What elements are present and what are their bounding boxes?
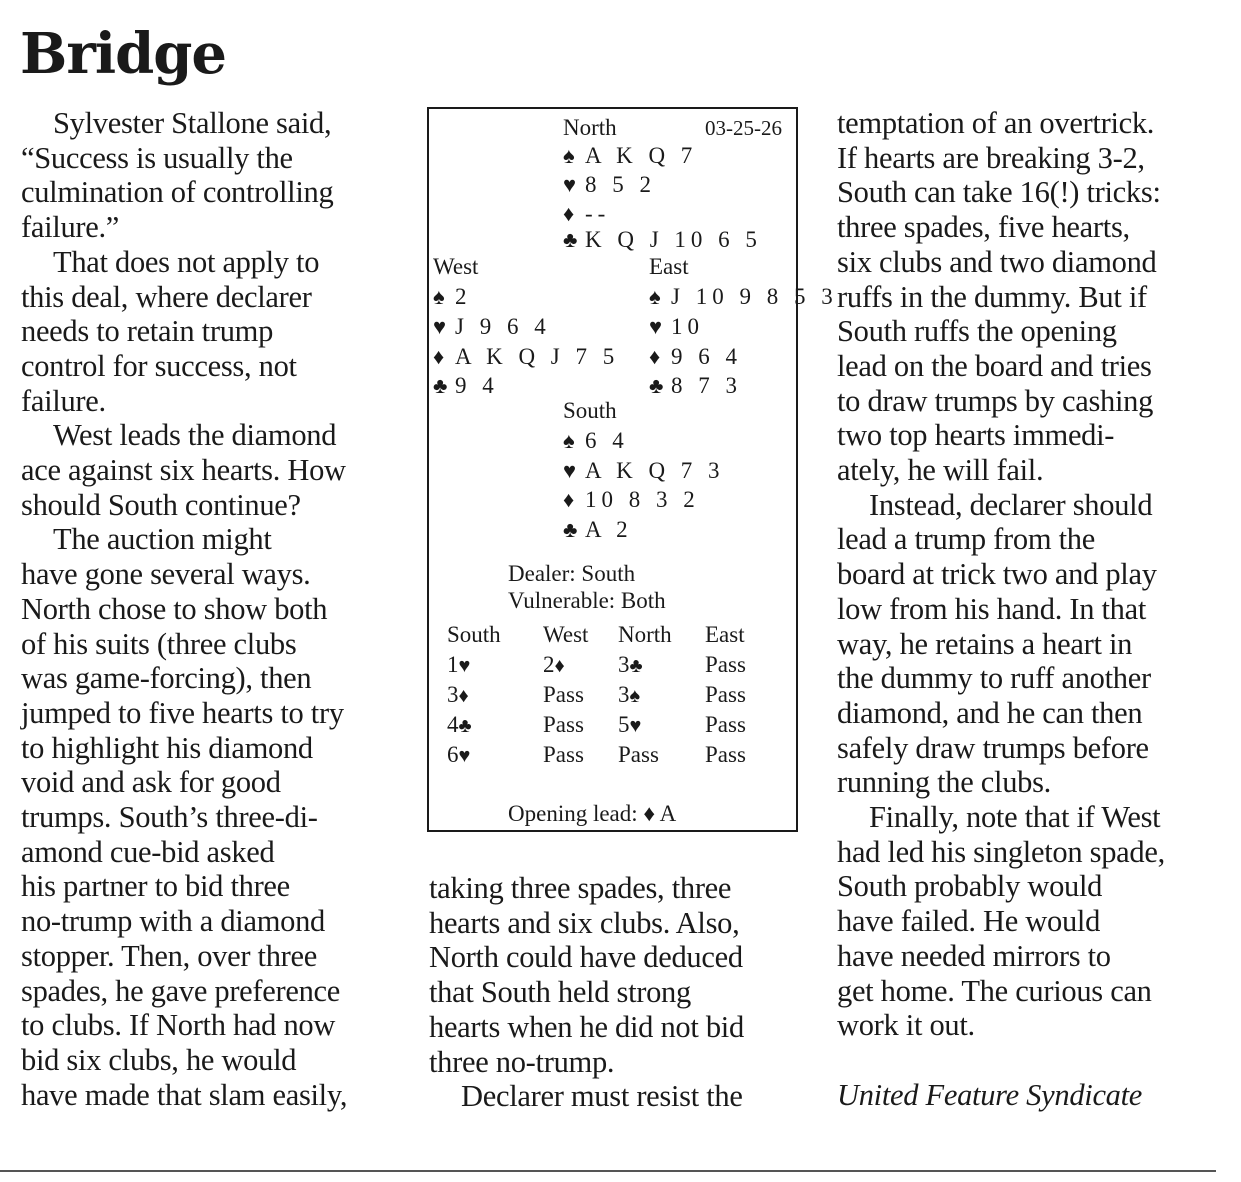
dealer-info: Dealer: South — [508, 561, 636, 586]
text-line: six clubs and two diamond — [837, 244, 1157, 279]
text-line: lead a trump from the — [837, 522, 1095, 557]
east-diamonds: ♦ 9 6 4 — [649, 344, 742, 369]
west-diamonds: ♦ A K Q J 7 5 — [433, 344, 620, 369]
text-line: to draw trumps by cashing — [837, 383, 1154, 418]
text-line: this deal, where declarer — [21, 279, 312, 314]
text-line: taking three spades, three — [429, 871, 732, 905]
diamond-icon: ♦ — [458, 685, 469, 707]
spade-icon: ♠ — [649, 284, 661, 309]
text-line: Declarer must resist the — [461, 1079, 743, 1114]
text-line: jumped to five hearts to try — [21, 695, 344, 730]
heart-icon: ♥ — [563, 172, 577, 197]
bridge-deal-diagram — [427, 107, 838, 832]
text-line: no-trump with a diamond — [21, 904, 325, 939]
syndicate-credit: United Feature Syndicate — [837, 1077, 1143, 1112]
auction-bid: Pass — [543, 712, 584, 737]
text-line: ately, he will fail. — [837, 453, 1044, 488]
text-line: his partner to bid three — [21, 869, 290, 904]
south-label: South — [563, 398, 617, 423]
text-line: diamond, and he can then — [837, 695, 1143, 730]
north-label: North — [563, 115, 617, 140]
text-line: have needed mirrors to — [837, 938, 1111, 973]
north-hearts: ♥ 8 5 2 — [563, 172, 656, 197]
text-line: bid six clubs, he would — [21, 1042, 297, 1077]
text-line: two top hearts immedi- — [837, 418, 1115, 453]
text-line: three no-trump. — [429, 1044, 615, 1079]
north-spades: ♠ A K Q 7 — [563, 143, 698, 168]
text-line: low from his hand. In that — [837, 591, 1147, 626]
diamond-icon: ♦ — [554, 655, 565, 677]
club-icon: ♣ — [629, 655, 643, 677]
text-line: ace against six hearts. How — [21, 453, 346, 488]
west-label: West — [433, 254, 479, 279]
article-column-middle — [429, 871, 809, 1114]
north-diamonds: ♦ -- — [563, 201, 611, 226]
auction-bid: Pass — [543, 742, 584, 767]
heart-icon: ♥ — [433, 314, 447, 339]
west-clubs: ♣ 9 4 — [433, 373, 499, 398]
auction-bid: 3♠ — [618, 682, 641, 707]
auction-bid: 2♦ — [543, 652, 565, 677]
text-line: If hearts are breaking 3-2, — [837, 140, 1145, 175]
text-line: void and ask for good — [21, 765, 281, 800]
heart-icon: ♥ — [458, 655, 471, 677]
text-line: culmination of controlling — [21, 175, 334, 210]
page-title: Bridge — [20, 21, 227, 87]
auction-bid: 5♥ — [618, 712, 642, 737]
text-line: South probably would — [837, 869, 1103, 904]
auction-bid: 6♥ — [447, 742, 471, 767]
text-line: temptation of an overtrick. — [837, 106, 1155, 140]
diamond-icon: ♦ — [563, 487, 575, 512]
auction-bid: 4♣ — [447, 712, 472, 737]
diamond-icon: ♦ — [433, 344, 445, 369]
text-line: stopper. Then, over three — [21, 938, 317, 973]
auction-bid: 3♣ — [618, 652, 643, 677]
vulnerability-info: Vulnerable: Both — [508, 588, 666, 613]
text-line: of his suits (three clubs — [21, 626, 297, 661]
text-line: spades, he gave preference — [21, 973, 341, 1008]
diamond-icon: ♦ — [649, 344, 661, 369]
auction-bid: Pass — [618, 742, 659, 767]
text-line: Finally, note that if West — [869, 800, 1161, 835]
opening-lead: Opening lead: ♦ A — [508, 801, 677, 826]
east-clubs: ♣ 8 7 3 — [649, 373, 742, 398]
south-clubs: ♣ A 2 — [563, 517, 633, 542]
text-line: Instead, declarer should — [869, 487, 1153, 522]
south-spades: ♠ 6 4 — [563, 428, 629, 453]
text-line: amond cue-bid asked — [21, 834, 275, 869]
text-line: needs to retain trump — [21, 314, 274, 349]
text-line: ruffs in the dummy. But if — [837, 279, 1147, 314]
text-line: that South held strong — [429, 975, 691, 1010]
club-icon: ♣ — [458, 715, 472, 737]
deal-date: 03-25-26 — [705, 116, 782, 140]
club-icon: ♣ — [649, 373, 664, 398]
text-line: The auction might — [53, 522, 272, 557]
auction-bid: Pass — [705, 742, 746, 767]
text-line: board at trick two and play — [837, 557, 1157, 592]
text-line: control for success, not — [21, 348, 297, 383]
text-line: North chose to show both — [21, 591, 328, 626]
text-line: North could have deduced — [429, 940, 743, 975]
text-line: had led his singleton spade, — [837, 834, 1165, 869]
auction-bid: 1♥ — [447, 652, 471, 677]
text-line: West leads the diamond — [53, 418, 337, 453]
auction-header: North — [618, 622, 672, 647]
diamond-icon: ♦ — [563, 201, 575, 226]
text-line: That does not apply to — [53, 244, 320, 279]
text-line: get home. The curious can — [837, 973, 1152, 1008]
text-line: trumps. South’s three-di- — [21, 800, 318, 835]
heart-icon: ♥ — [629, 715, 642, 737]
east-hearts: ♥ 10 — [649, 314, 704, 339]
text-line: running the clubs. — [837, 765, 1051, 800]
text-line: should South continue? — [21, 487, 301, 522]
text-line: hearts when he did not bid — [429, 1009, 744, 1044]
auction-bid: 3♦ — [447, 682, 469, 707]
text-line: the dummy to ruff another — [837, 661, 1151, 696]
text-line: lead on the board and tries — [837, 348, 1152, 383]
text-line: to highlight his diamond — [21, 730, 313, 765]
bottom-rule — [0, 1170, 1216, 1172]
west-spades: ♠ 2 — [433, 284, 472, 309]
east-label: East — [649, 254, 689, 279]
club-icon: ♣ — [563, 227, 578, 252]
heart-icon: ♥ — [563, 458, 577, 483]
spade-icon: ♠ — [563, 428, 575, 453]
south-hearts: ♥ A K Q 7 3 — [563, 458, 725, 483]
text-line: work it out. — [837, 1008, 975, 1043]
text-line: safely draw trumps before — [837, 730, 1149, 765]
text-line: was game-forcing), then — [21, 661, 312, 696]
text-line: have failed. He would — [837, 904, 1101, 939]
east-spades: ♠ J 10 9 8 5 3 — [649, 284, 838, 309]
spacer — [837, 1043, 1217, 1078]
text-line: South ruffs the opening — [837, 314, 1117, 349]
text-line: three spades, five hearts, — [837, 210, 1130, 245]
heart-icon: ♥ — [458, 745, 471, 767]
north-clubs: ♣ K Q J 10 6 5 — [563, 227, 762, 252]
text-line: Sylvester Stallone said, — [53, 106, 332, 140]
club-icon: ♣ — [563, 517, 578, 542]
text-line: South can take 16(!) tricks: — [837, 175, 1161, 210]
article-column-right — [837, 106, 1217, 1112]
text-line: failure. — [21, 383, 106, 418]
auction-bid: Pass — [705, 682, 746, 707]
text-line: have gone several ways. — [21, 557, 311, 592]
text-line: way, he retains a heart in — [837, 626, 1133, 661]
spade-icon: ♠ — [563, 143, 575, 168]
auction-header: West — [543, 622, 589, 647]
text-line: to clubs. If North had now — [21, 1008, 336, 1043]
text-line: “Success is usually the — [21, 140, 293, 175]
diamond-icon: ♦ — [643, 801, 656, 826]
article-column-left — [21, 106, 401, 1112]
west-hearts: ♥ J 9 6 4 — [433, 314, 551, 339]
auction-header: East — [705, 622, 745, 647]
text-line: hearts and six clubs. Also, — [429, 905, 740, 940]
text-line: failure.” — [21, 210, 120, 245]
south-diamonds: ♦ 10 8 3 2 — [563, 487, 700, 512]
spade-icon: ♠ — [629, 685, 641, 707]
auction-header: South — [447, 622, 501, 647]
heart-icon: ♥ — [649, 314, 663, 339]
spade-icon: ♠ — [433, 284, 445, 309]
auction-bid: Pass — [543, 682, 584, 707]
auction-bid: Pass — [705, 712, 746, 737]
club-icon: ♣ — [433, 373, 448, 398]
text-line: have made that slam easily, — [21, 1077, 348, 1112]
auction-bid: Pass — [705, 652, 746, 677]
